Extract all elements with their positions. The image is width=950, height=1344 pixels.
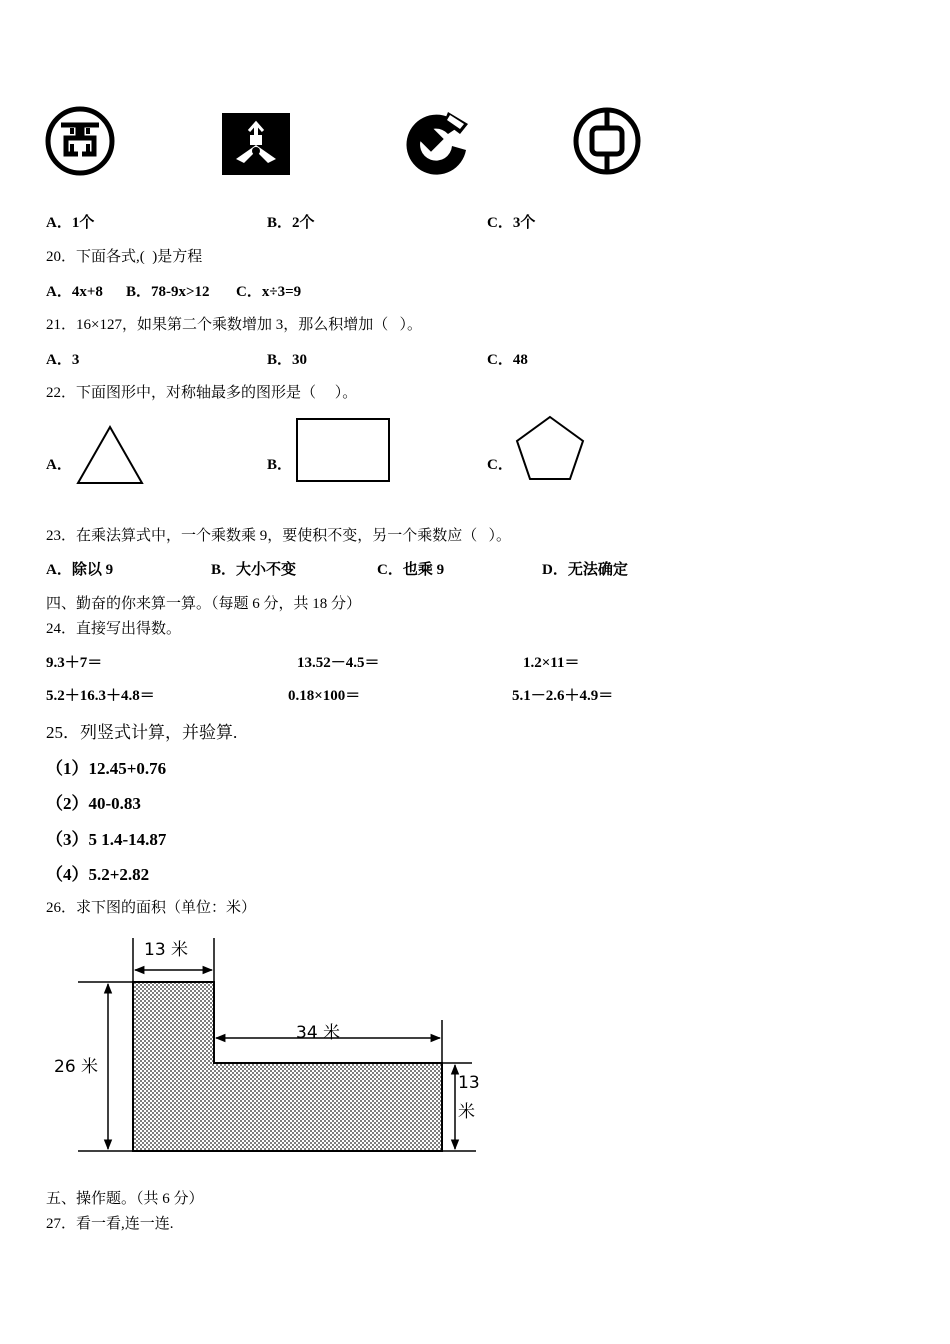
q23-option-d: D．无法确定	[542, 562, 628, 578]
q19-option-b: B．2个	[267, 215, 315, 231]
q24-stem: 24．直接写出得数。	[46, 621, 182, 637]
q19-option-a: A．1个	[46, 215, 95, 231]
q27-stem: 27．看一看,连一连.	[46, 1216, 174, 1232]
q21-stem: 21．16×127，如果第二个乘数增加 3，那么积增加（ ）。	[46, 317, 422, 333]
q25-stem: 25．列竖式计算，并验算.	[46, 723, 238, 742]
q20-option-c: C．x÷3=9	[236, 284, 302, 300]
l-shaped-region	[133, 982, 442, 1151]
section-4-heading: 四、勤奋的你来算一算。（每题 6 分，共 18 分）	[46, 596, 362, 612]
q25-item-2: （2）40-0.83	[46, 794, 141, 813]
q21-option-b: B．30	[267, 352, 308, 368]
middle-dimension-label: 34 米	[296, 1023, 341, 1043]
q23-option-c: C．也乘 9	[377, 562, 445, 578]
q26-stem: 26．求下图的面积（单位：米）	[46, 900, 257, 916]
q21-option-a: A．3	[46, 352, 80, 368]
q24-item-2: 13.52－4.5＝	[297, 655, 380, 671]
right-dimension-number: 13	[458, 1073, 480, 1093]
q23-stem: 23．在乘法算式中，一个乘数乘 9，要使积不变，另一个乘数应（ ）。	[46, 528, 512, 544]
q19-option-c: C．3个	[487, 215, 536, 231]
q24-item-6: 5.1－2.6＋4.9＝	[512, 688, 614, 704]
q24-item-5: 0.18×100＝	[288, 688, 361, 704]
q25-item-1: （1）12.45+0.76	[46, 759, 167, 778]
q20-stem: 20．下面各式,( )是方程	[46, 249, 203, 265]
q24-item-1: 9.3＋7＝	[46, 655, 103, 671]
section-5-heading: 五、操作题。（共 6 分）	[46, 1191, 204, 1207]
q20-option-a: A．4x+8	[46, 284, 103, 300]
q25-item-4: （4）5.2+2.82	[46, 865, 150, 884]
q23-option-b: B．大小不变	[211, 562, 297, 578]
q20-option-b: B．78-9x>12	[126, 284, 210, 300]
right-dimension-unit: 米	[458, 1102, 475, 1122]
q24-item-4: 5.2＋16.3＋4.8＝	[46, 688, 155, 704]
left-dimension-label: 26 米	[54, 1057, 99, 1077]
q22-option-a: A．	[46, 457, 72, 473]
top-dimension-label: 13 米	[144, 940, 189, 960]
q21-option-c: C．48	[487, 352, 528, 368]
q24-item-3: 1.2×11＝	[523, 655, 580, 671]
q22-option-c: C．	[487, 457, 513, 473]
q22-stem: 22．下面图形中，对称轴最多的图形是（ ）。	[46, 385, 358, 401]
q23-option-a: A．除以 9	[46, 562, 114, 578]
q22-option-b: B．	[267, 457, 293, 473]
q25-item-3: （3）5 1.4-14.87	[46, 830, 167, 849]
